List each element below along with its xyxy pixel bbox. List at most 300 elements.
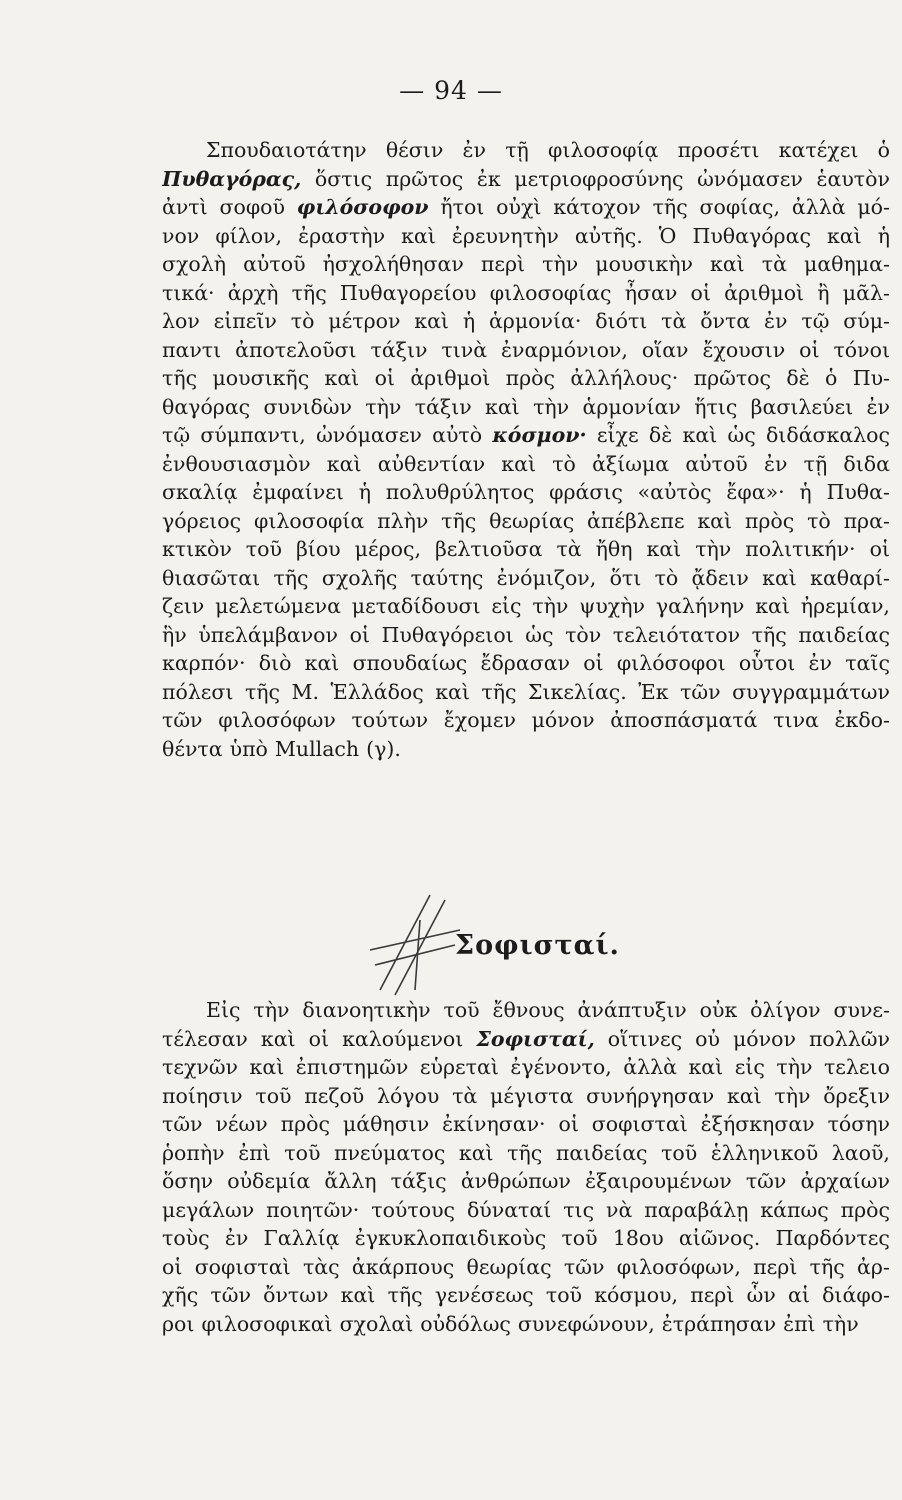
text-line [162, 649, 890, 678]
word: ἐτράπησαν [661, 1311, 777, 1336]
word: λον [162, 309, 200, 333]
word: καὶ [688, 1055, 724, 1079]
word: πρα- [843, 508, 890, 533]
word: ροι [162, 1311, 195, 1336]
word: Σικελίας. [527, 679, 627, 704]
word: εἰς [734, 1055, 765, 1079]
word: ὧν [746, 1283, 776, 1307]
word: τῶν [563, 1254, 605, 1279]
word: ἡ [358, 480, 372, 504]
pen-scribble-mark [360, 890, 470, 1000]
word: μάθησιν [342, 1112, 430, 1136]
word: τὸ [290, 309, 315, 333]
text-line [162, 1110, 890, 1139]
word: ἔδρασαν [480, 651, 571, 675]
word: τῆς [387, 1283, 423, 1307]
word: ἔχομεν [443, 708, 516, 732]
word: μουσικὴν [595, 252, 693, 276]
word: πρὸς [744, 508, 795, 533]
word: βελτιοῦσα [434, 537, 543, 561]
word: παιδείας [555, 1140, 648, 1165]
word: ἀκάρπους [351, 1254, 455, 1279]
word: οὐχὶ [496, 195, 542, 219]
word: ἐκίνησαν· [442, 1112, 546, 1136]
word: θιασῶται [162, 565, 261, 590]
word: κάτοχον [553, 195, 641, 219]
word: πρῶτος [693, 366, 771, 390]
word: τῷ [162, 423, 191, 447]
word: τὸ [807, 508, 831, 533]
word: θεωρίας [489, 508, 575, 533]
word: ἐξήσκησαν [700, 1112, 815, 1136]
word: περὶ [690, 1283, 735, 1307]
word: ᾄδειν [691, 565, 749, 590]
word: τοὺς [162, 1226, 210, 1250]
word: ἥτις [694, 394, 738, 419]
word: ἀλλὰ [791, 195, 846, 219]
word: αἰῶνος. [678, 1226, 761, 1250]
word: μελετώμενα [215, 594, 341, 618]
word: μαθημα- [804, 252, 890, 276]
word: καθαρί- [810, 565, 890, 590]
word: ἀριθμοὶ [410, 366, 491, 390]
word: ἐκδο- [834, 708, 890, 732]
word: τέλεσαν [162, 1026, 248, 1051]
word: καὶ [682, 423, 718, 447]
word: κόσμου, [594, 1283, 679, 1307]
word: ἐνθουσιασμὸν [162, 451, 311, 476]
word: ἡ [462, 309, 476, 333]
word: θαγόρας [162, 394, 251, 419]
word: Μ. [291, 679, 320, 704]
word: πολιτικήν· [745, 537, 856, 561]
word: βίου [295, 537, 341, 561]
word: (γ). [366, 736, 401, 761]
word: οἱ [308, 1026, 330, 1051]
word: Παρδόντες [775, 1226, 890, 1250]
word: ψυχὴν [579, 594, 645, 618]
word: ἐν [808, 651, 833, 675]
word: εἰς [491, 594, 522, 618]
word: νέων [215, 1112, 268, 1136]
word: ἔχουσιν [702, 337, 786, 362]
word: σύμπαντι, [200, 423, 306, 447]
word: τῆς [291, 280, 327, 305]
text-line [162, 1053, 890, 1082]
word: διδα [843, 451, 890, 476]
word: ἐπὶ [783, 1311, 816, 1336]
word: Πυ- [852, 366, 890, 390]
word: τῇ [505, 138, 529, 162]
text-line [162, 735, 890, 764]
word: καὶ [401, 223, 436, 248]
word: τῆς [751, 622, 787, 647]
word: οἱ [799, 337, 820, 362]
word: οἱ [374, 366, 395, 390]
word: τῆς [162, 366, 198, 390]
word: ἀντὶ [162, 195, 208, 219]
word: φίλον, [215, 223, 283, 248]
word: τῶν [745, 1169, 787, 1193]
word: τεχνῶν [162, 1055, 239, 1079]
word: τελειότατον [612, 622, 741, 647]
word: κτικὸν [162, 537, 232, 561]
word: Mullach [274, 736, 360, 761]
text-line [162, 678, 890, 707]
word: σοφίας, [699, 195, 781, 219]
text-line [162, 1025, 890, 1054]
word: διότι [595, 309, 648, 333]
word: πρῶτος [385, 166, 464, 191]
word: αὐθεντίαν [377, 451, 486, 476]
word: τὰ [761, 252, 787, 276]
word: σχολῆς [321, 565, 398, 590]
word: σχολαὶ [339, 1311, 414, 1336]
word: ἐν [866, 394, 890, 419]
word: τὴν [542, 252, 579, 276]
word: νὰ [606, 1197, 633, 1222]
word: σοφισταὶ [591, 1112, 688, 1136]
word: τὰ [452, 1083, 478, 1108]
word: μέρος, [354, 537, 421, 561]
word: ἑαυτὸν [816, 166, 890, 191]
word: τινα [773, 708, 819, 732]
word: τοῦ [255, 1083, 292, 1108]
word: ἔθνους [492, 998, 565, 1022]
word: ἀποτελοῦσι [235, 337, 357, 362]
word: ζειν [162, 594, 205, 618]
word: ἣν [162, 622, 187, 647]
word: τὴν [365, 394, 402, 419]
word: Πυθαγόρειοι [381, 622, 514, 647]
word: τῆς [273, 565, 309, 590]
section-heading-sophists: Σοφισταί. [455, 930, 620, 961]
text-line [162, 1082, 890, 1111]
word: τινὰ [441, 337, 488, 362]
word: τὸ [654, 565, 679, 590]
word: Πυθαγόρας, [162, 166, 302, 191]
word: ἐρευνητὴν [451, 223, 559, 248]
word: τὰ [661, 309, 687, 333]
word: συνιδὼν [263, 394, 352, 419]
word: ὄντα [700, 309, 751, 333]
word: τὴν [695, 537, 732, 561]
word: φιλοσόφων, [616, 1254, 741, 1279]
word: καὶ [414, 309, 449, 333]
word: καὶ [260, 1026, 296, 1051]
word: καὶ [324, 366, 360, 390]
text-line [162, 222, 890, 251]
word: γόρειος [162, 508, 242, 533]
word: ὁ [825, 366, 838, 390]
text-line [162, 1224, 890, 1253]
word: σοφισταὶ [194, 1254, 291, 1279]
word: τὰς [302, 1254, 340, 1279]
word: ἠρεμίαν, [800, 594, 890, 618]
word: τῆς [652, 195, 688, 219]
word: ἐραστὴν [298, 223, 386, 248]
word: ἔφα»· [726, 480, 785, 504]
text-line [162, 535, 890, 564]
word: γενέσεως [434, 1283, 534, 1307]
word: ὄντων [263, 1283, 329, 1307]
word: ὑπελάμβανον [198, 622, 338, 647]
word: φράσις [549, 480, 623, 504]
word: τῶν [162, 708, 203, 732]
word: οἱ [558, 1112, 579, 1136]
word: ὅστις [314, 166, 373, 191]
word: τάξις [390, 1169, 447, 1193]
word: μόνον [531, 708, 595, 732]
word: ἀλλήλους· [570, 366, 679, 390]
word: τῇ [803, 451, 828, 476]
word: ἐκ [476, 166, 501, 191]
word: τῆς [244, 679, 281, 704]
word: οἱ [869, 537, 890, 561]
word: ὠνόμασεν [316, 423, 422, 447]
word: καὶ [326, 451, 362, 476]
word: οὐδόλως [420, 1311, 511, 1336]
word: σύμ- [843, 309, 890, 333]
word: τὴν [774, 1083, 811, 1108]
word: ὅσην [162, 1169, 214, 1193]
word: τοῦ [661, 1140, 698, 1165]
word: ὠνόμασεν [697, 166, 803, 191]
word: καὶ [249, 1055, 285, 1079]
word: τούτων [351, 708, 429, 732]
word: ἐν [224, 1226, 249, 1250]
word: ἀριθμοὶ [724, 280, 805, 305]
word: φιλοσοφία [253, 508, 365, 533]
word: καὶ [646, 537, 682, 561]
text-line [162, 1310, 890, 1339]
word: Πυθαγορείου [339, 280, 477, 305]
word: νον [162, 223, 200, 248]
word: αὐτοῦ [685, 451, 748, 476]
word: προσέτι [677, 138, 760, 162]
text-line [162, 507, 890, 536]
word: φιλοσοφίας [489, 280, 612, 305]
text-line [162, 1139, 890, 1168]
word: τοῦ [245, 537, 282, 561]
word: πεζοῦ [304, 1083, 365, 1108]
word: ταῖς [845, 651, 890, 675]
word: περὶ [480, 252, 526, 276]
text-line [162, 421, 890, 450]
word: καὶ [304, 651, 340, 675]
word: ταύτης [410, 565, 484, 590]
text-line [162, 136, 890, 165]
text-line [162, 1281, 890, 1310]
word: καὶ [340, 1283, 376, 1307]
word: Πυθαγόρας [692, 223, 811, 248]
word: καὶ [501, 451, 536, 476]
word: Σοφισταί, [476, 1026, 595, 1051]
word: «αὐτὸς [637, 480, 712, 504]
word: οὐδεμία [227, 1169, 311, 1193]
text-line [162, 364, 890, 393]
word: τοῦ [561, 1226, 598, 1250]
word: καὶ [485, 394, 520, 419]
word: μᾶλ- [842, 280, 890, 305]
word: ἤτοι [440, 195, 485, 219]
word: σοφοῦ [219, 195, 285, 219]
word: ἀρχαίων [800, 1169, 890, 1193]
word: τῶν [680, 679, 721, 704]
word: τῆς [441, 508, 477, 533]
text-line [162, 1167, 890, 1196]
word: τόνοι [833, 337, 890, 362]
word: καρπόν· [162, 651, 246, 675]
text-line [162, 279, 890, 308]
word: κόσμον· [492, 423, 587, 447]
word: πολυθρύλητος [385, 480, 535, 504]
word: φιλοσόφων [218, 708, 336, 732]
word: ἁρμονία· [488, 309, 582, 333]
word: οὗτοι [738, 651, 796, 675]
word: συγγραμμάτων [732, 679, 890, 704]
word: αἱ [788, 1283, 810, 1307]
word: καὶ [697, 508, 733, 533]
word: τις [563, 1197, 595, 1222]
word: τελειο [823, 1055, 890, 1079]
page-number: — 94 — [399, 76, 503, 105]
word: λόγου [376, 1083, 440, 1108]
word: καλούμενοι [342, 1026, 464, 1051]
text-line [162, 621, 890, 650]
text-line [162, 706, 890, 735]
word: τῆς [809, 1254, 845, 1279]
word: πολλῶν [808, 1026, 890, 1051]
word: ἐν [763, 451, 788, 476]
word: πρὸς [840, 1197, 890, 1222]
text-line [162, 478, 890, 507]
word: ἀρχὴ [227, 280, 279, 305]
word: ἤθη [595, 537, 633, 561]
word: πνεύματος [333, 1140, 446, 1165]
text-line [162, 250, 890, 279]
text-line [162, 1196, 890, 1225]
word: ἐπὶ [238, 1140, 271, 1165]
word: οἱ [349, 622, 370, 647]
word: μό- [857, 195, 890, 219]
word: θεωρίας [466, 1254, 552, 1279]
word: δύναταί [466, 1197, 552, 1222]
text-line [162, 564, 890, 593]
word: καὶ [762, 565, 797, 590]
word: τῆς [481, 679, 517, 704]
word: φιλοσοφικαὶ [201, 1311, 333, 1336]
word: Πυθα- [826, 480, 890, 504]
word: γαλήνην [655, 594, 745, 618]
word: εἶχε [596, 423, 639, 447]
word: περὶ [753, 1254, 798, 1279]
word: μεταδίδουσι [351, 594, 481, 618]
text-line [162, 165, 890, 194]
word: καὶ [458, 1140, 494, 1165]
word: ἐγένοντο, [510, 1055, 612, 1079]
word: ὄρεξιν [823, 1083, 890, 1108]
word: θέσιν [385, 138, 444, 162]
word: ὀλίγον [750, 998, 821, 1022]
word: βασιλεύει [750, 394, 854, 419]
word: τῶν [210, 1283, 251, 1307]
word: ἀρ- [857, 1254, 890, 1279]
word: καὶ [726, 1083, 762, 1108]
word: ἀνθρώπων [460, 1169, 571, 1193]
word: οἱ [583, 651, 604, 675]
word: ἐν [764, 309, 788, 333]
word: αὐτῆς. [574, 223, 643, 248]
word: ἄλλη [324, 1169, 377, 1193]
word: φιλόσοφον [296, 195, 429, 219]
word: σπουδαίως [352, 651, 468, 675]
word: τόσην [827, 1112, 890, 1136]
word: τοῦ [443, 998, 480, 1022]
word: σχολὴ [162, 252, 227, 276]
word: ἑλληνικοῦ [710, 1140, 819, 1165]
word: Ἑλλάδος [330, 679, 424, 704]
word: 18ου [612, 1226, 664, 1250]
word: τῷ [801, 309, 830, 333]
word: αὐτοῦ [243, 252, 306, 276]
word: ἐνόμιζον, [496, 565, 597, 590]
word: οὐ [695, 1026, 720, 1051]
word: ἀπέβλεπε [587, 508, 685, 533]
word: ἀλλὰ [623, 1055, 677, 1079]
word: οἱ [690, 280, 711, 305]
word: ἐμφαίνει [252, 480, 344, 504]
paragraph-pythagoras [162, 136, 890, 763]
word: διάφο- [822, 1283, 890, 1307]
word: σκαλίᾳ [162, 480, 238, 504]
word: μουσικῆς [212, 366, 310, 390]
word: κάπως [760, 1197, 829, 1222]
word: ὡς [727, 423, 756, 447]
word: ὁ [877, 138, 890, 162]
word: Ἐκ [638, 679, 669, 704]
word: διὸ [258, 651, 292, 675]
word: Σπουδαιοτάτην [206, 138, 367, 162]
word: παραβάλῃ [644, 1197, 749, 1222]
word: κατέχει [778, 138, 859, 162]
word: τάξιν [370, 337, 428, 362]
word: πρὸς [280, 1112, 330, 1136]
word: συνεφώνουν, [517, 1311, 655, 1336]
word: τοῦ [545, 1283, 583, 1307]
word: πόλεσι [162, 679, 234, 704]
word: εὑρεταὶ [419, 1055, 499, 1079]
word: ποιητῶν· [266, 1197, 360, 1222]
word: οἵτινες [607, 1026, 683, 1051]
word: μέτρον [328, 309, 401, 333]
word: ἡ [877, 223, 890, 248]
word: μόνον [732, 1026, 796, 1051]
word: ἁρμονίαν [582, 394, 681, 419]
word: τοῦ [284, 1140, 321, 1165]
word: ἀποσπάσματά [610, 708, 758, 732]
word: ἐν [462, 138, 486, 162]
word: θέντα [162, 736, 223, 761]
word: ἦσαν [624, 280, 678, 305]
word: μεγάλων [162, 1197, 255, 1222]
word: καὶ [826, 223, 862, 248]
word: λαοῦ, [831, 1140, 890, 1165]
word: τικά· [162, 280, 215, 305]
word: ὅτι [609, 565, 642, 590]
word: ἐγκυκλοπαιδικοὺς [354, 1226, 547, 1250]
word: παιδείας [798, 622, 890, 647]
